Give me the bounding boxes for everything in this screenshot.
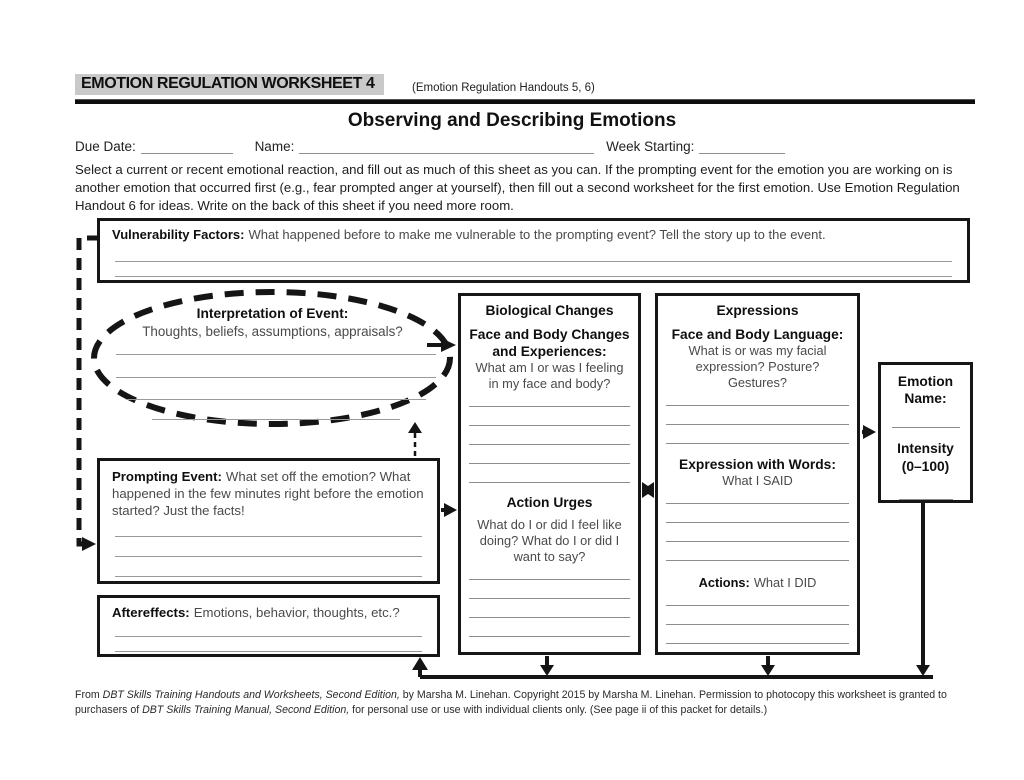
writing-line[interactable]	[666, 542, 849, 561]
actions-prompt: What I DID	[753, 574, 817, 590]
writing-line[interactable]	[469, 618, 630, 637]
face-body-changes-label: Face and Body Changes and Experiences:	[469, 327, 630, 360]
writing-line[interactable]	[469, 599, 630, 618]
writing-line[interactable]	[115, 262, 952, 277]
instructions-text: Select a current or recent emotional reaction, and fill out as much of this sheet as you can. If the prompting event for the emotion you are working on is another emotion that occurred first (e.g., fear prompted anger at yourself), then fill out a second worksheet for the first emotion. Use Emotion Regulation Handout 6 for ideas. Write on the back of this sheet if you need more room.	[75, 162, 960, 214]
biological-changes-title: Biological Changes	[485, 303, 614, 318]
face-body-language-prompt: What is or was my facial expression? Posture? Gestures?	[688, 343, 827, 390]
writing-line[interactable]	[152, 419, 400, 420]
page-title: Observing and Describing Emotions	[347, 110, 677, 131]
footer-book-title: DBT Skills Training Manual, Second Edition,	[142, 704, 350, 717]
writing-line[interactable]	[469, 464, 630, 483]
aftereffects-text	[112, 605, 425, 620]
writing-line[interactable]	[666, 504, 849, 523]
arrowhead-into-aftereffects	[412, 657, 428, 670]
face-body-changes-prompt: What am I or was I feeling in my face and body?	[475, 360, 624, 392]
writing-line[interactable]	[666, 606, 849, 625]
writing-line[interactable]	[469, 565, 630, 580]
interpretation-label: Interpretation of Event:	[196, 306, 349, 321]
aftereffects-box	[97, 595, 440, 657]
id-fields-row	[75, 139, 975, 154]
vulnerability-prompt: What happened before to make me vulnerable to the prompting event? Tell the story up to the event.	[248, 227, 826, 242]
name-label: Name:	[254, 139, 295, 154]
writing-line[interactable]	[666, 591, 849, 606]
expressions-box	[655, 293, 860, 655]
action-urges-label: Action Urges	[506, 495, 593, 510]
writing-line[interactable]	[666, 489, 849, 504]
writing-line[interactable]	[115, 637, 422, 652]
writing-line[interactable]	[116, 377, 436, 378]
face-body-language-label: Face and Body Language:	[671, 327, 844, 343]
worksheet-number-badge: EMOTION REGULATION WORKSHEET 4	[75, 74, 384, 95]
writing-line[interactable]	[899, 491, 953, 500]
writing-line[interactable]	[126, 399, 426, 400]
prompting-event-text	[112, 468, 425, 519]
footer-text: From	[75, 689, 103, 701]
writing-line[interactable]	[115, 242, 952, 262]
writing-line[interactable]	[892, 413, 960, 428]
vulnerability-factors-box	[97, 218, 970, 283]
writing-line[interactable]	[115, 620, 422, 637]
prompting-event-prompt: What set off the emotion? What happened in the few minutes right before the emotion started? Just the facts!	[112, 469, 424, 519]
expression-with-words-prompt: What I SAID	[722, 472, 793, 488]
writing-line[interactable]	[666, 425, 849, 444]
vulnerability-label: Vulnerability Factors:	[112, 227, 245, 242]
aftereffects-label: Aftereffects:	[112, 605, 190, 620]
due-date-label: Due Date:	[75, 139, 136, 154]
name-field[interactable]	[299, 139, 594, 154]
writing-line[interactable]	[469, 580, 630, 599]
connector-vulnerability-to-prompting	[79, 238, 99, 544]
copyright-footer: From DBT Skills Training Handouts and Worksheets, Second Edition, by Marsha M. Linehan. Copyright 2015 by Marsha M. Linehan. Permission to photocopy this worksheet is granted to purchasers of DBT Skills Training Manual, Second Edition, for personal use or use with individual clients only. (See page ii of this packet for details.)	[75, 689, 947, 717]
actions-text	[666, 575, 849, 591]
writing-line[interactable]	[115, 537, 422, 557]
writing-line[interactable]	[666, 406, 849, 425]
header-rule	[75, 99, 975, 104]
aftereffects-prompt: Emotions, behavior, thoughts, etc.?	[193, 605, 400, 620]
intensity-label: Intensity	[897, 441, 954, 457]
due-date-field[interactable]	[141, 139, 233, 154]
writing-line[interactable]	[115, 557, 422, 577]
writing-line[interactable]	[666, 625, 849, 644]
writing-line[interactable]	[469, 426, 630, 445]
intensity-range: (0–100)	[901, 458, 950, 474]
expressions-title: Expressions	[716, 303, 799, 318]
expression-with-words-label: Expression with Words:	[679, 456, 836, 472]
actions-label: Actions:	[698, 574, 750, 590]
emotion-name-label: Emotion Name:	[897, 374, 954, 407]
writing-line[interactable]	[666, 391, 849, 406]
prompting-event-box	[97, 458, 440, 584]
writing-line[interactable]	[116, 354, 436, 355]
writing-line[interactable]	[469, 407, 630, 426]
interpretation-of-event-area	[110, 305, 435, 340]
writing-line[interactable]	[666, 523, 849, 542]
prompting-event-label: Prompting Event:	[112, 469, 222, 484]
interpretation-prompt: Thoughts, beliefs, assumptions, appraisals?	[142, 323, 403, 339]
writing-line[interactable]	[115, 519, 422, 537]
action-urges-prompt: What do I or did I feel like doing? What do I or did I want to say?	[477, 517, 622, 564]
emotion-name-box	[878, 362, 973, 503]
writing-line[interactable]	[469, 445, 630, 464]
vulnerability-text	[112, 227, 955, 242]
footer-book-title: DBT Skills Training Handouts and Worksheets, Second Edition,	[102, 689, 400, 701]
arrowhead-into-prompting	[82, 537, 96, 551]
writing-line[interactable]	[469, 392, 630, 407]
week-starting-field[interactable]	[699, 139, 785, 154]
biological-changes-box	[458, 293, 641, 655]
handouts-reference: (Emotion Regulation Handouts 5, 6)	[412, 82, 595, 94]
week-starting-label: Week Starting:	[606, 139, 695, 154]
